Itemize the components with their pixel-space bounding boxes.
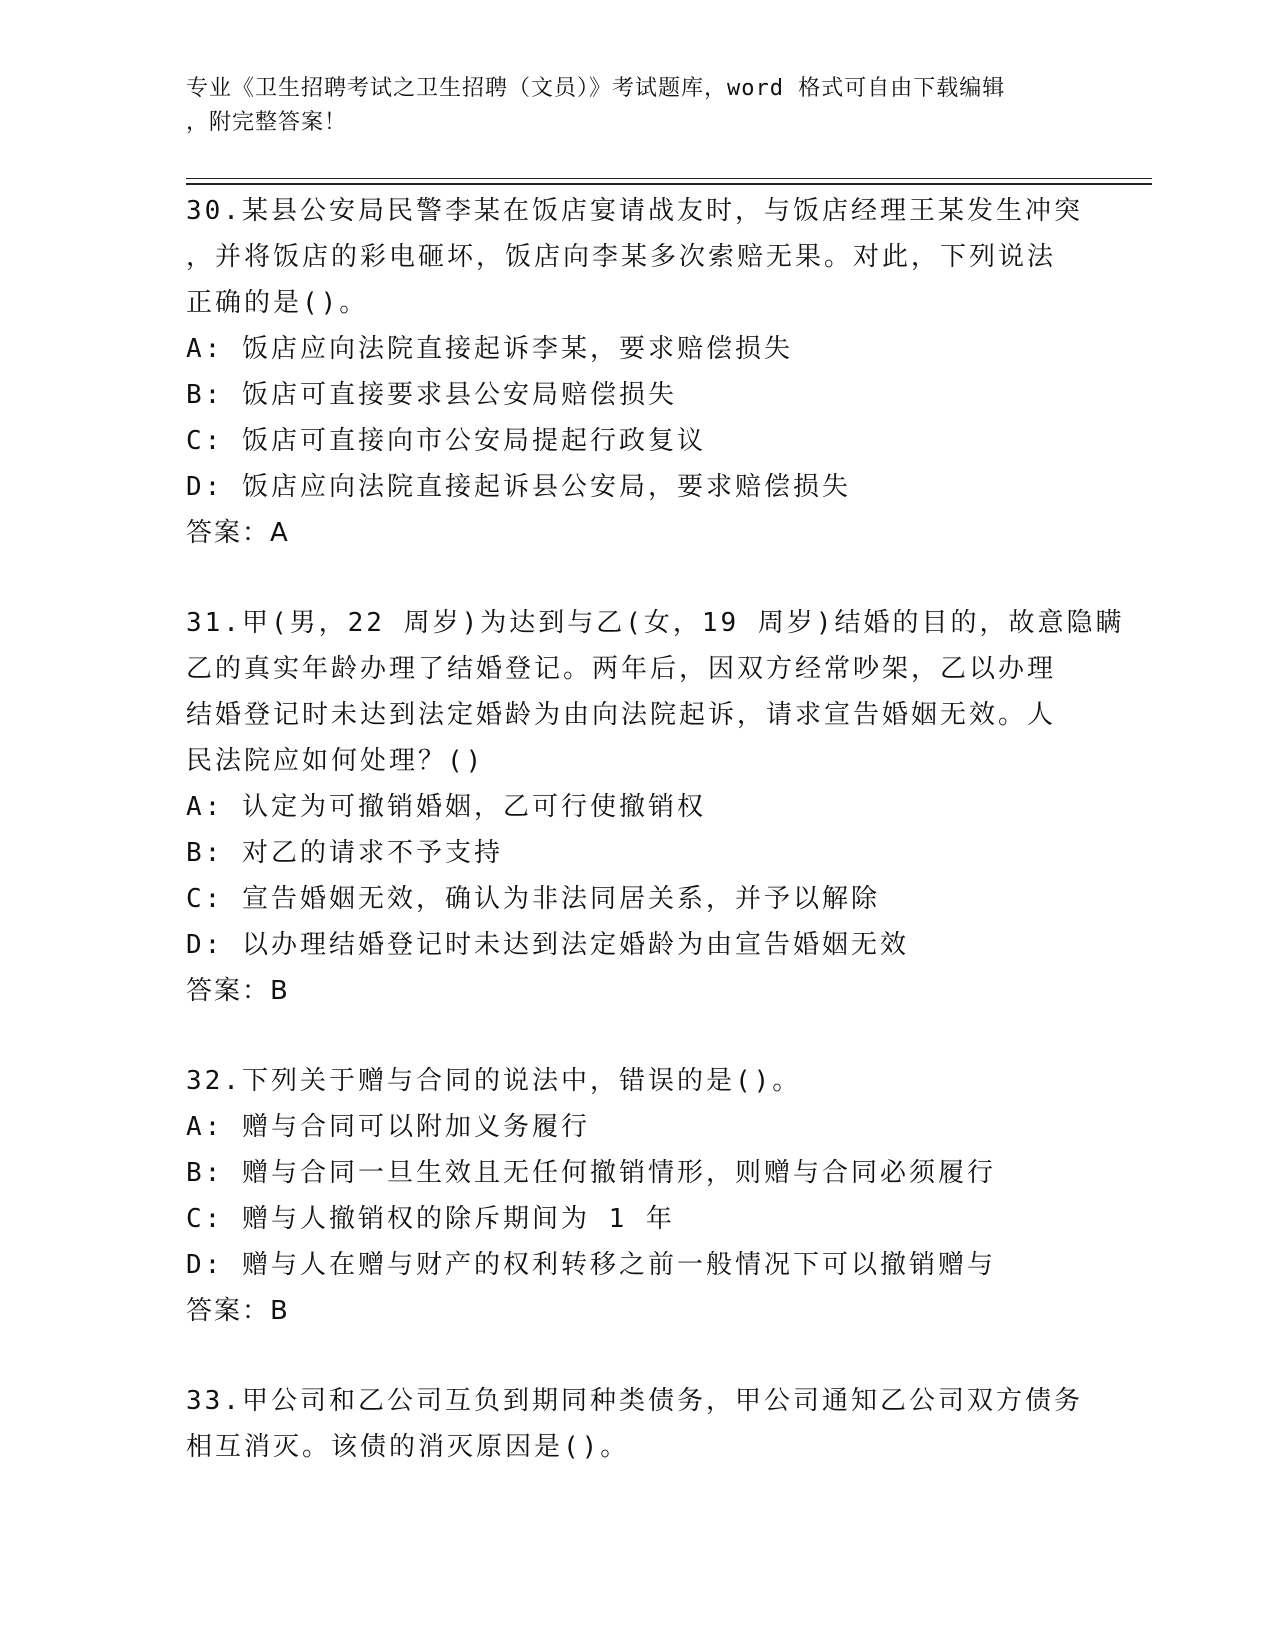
question-30 xyxy=(186,188,1086,556)
option-d: D: 赠与人在赠与财产的权利转移之前一般情况下可以撤销赠与 xyxy=(186,1250,996,1280)
option-a: A: 认定为可撤销婚姻，乙可行使撤销权 xyxy=(186,792,706,822)
question-stem-line: 33.甲公司和乙公司互负到期同种类债务，甲公司通知乙公司双方债务 xyxy=(186,1386,1083,1416)
question-33 xyxy=(186,1378,1086,1470)
question-stem-line: 30.某县公安局民警李某在饭店宴请战友时，与饭店经理王某发生冲突 xyxy=(186,196,1083,226)
question-31 xyxy=(186,600,1125,1014)
answer-label: 答案：A xyxy=(186,518,290,548)
option-a: A: 赠与合同可以附加义务履行 xyxy=(186,1112,590,1142)
question-32 xyxy=(186,1058,1086,1334)
question-stem-line: 相互消灭。该债的消灭原因是()。 xyxy=(186,1432,630,1462)
answer-label: 答案：B xyxy=(186,976,290,1006)
option-c: C: 宣告婚姻无效，确认为非法同居关系，并予以解除 xyxy=(186,884,880,914)
header-line-2: ，附完整答案！ xyxy=(186,110,348,135)
question-stem-line: ，并将饭店的彩电砸坏，饭店向李某多次索赔无果。对此，下列说法 xyxy=(186,242,1057,272)
question-stem-line: 32.下列关于赠与合同的说法中，错误的是()。 xyxy=(186,1066,802,1096)
option-a: A: 饭店应向法院直接起诉李某，要求赔偿损失 xyxy=(186,334,793,364)
question-stem-line: 乙的真实年龄办理了结婚登记。两年后，因双方经常吵架，乙以办理 xyxy=(186,654,1057,684)
document-header xyxy=(186,72,1066,140)
header-divider-thin xyxy=(186,178,1152,179)
question-stem-line: 正确的是()。 xyxy=(186,288,369,318)
header-line-1: 专业《卫生招聘考试之卫生招聘（文员）》考试题库，word 格式可自由下载编辑 xyxy=(186,76,1006,101)
option-b: B: 赠与合同一旦生效且无任何撤销情形，则赠与合同必须履行 xyxy=(186,1158,996,1188)
question-stem-line: 民法院应如何处理？() xyxy=(186,746,485,776)
option-d: D: 饭店应向法院直接起诉县公安局，要求赔偿损失 xyxy=(186,472,851,502)
option-c: C: 饭店可直接向市公安局提起行政复议 xyxy=(186,426,706,456)
option-d: D: 以办理结婚登记时未达到法定婚龄为由宣告婚姻无效 xyxy=(186,930,909,960)
question-stem-line: 结婚登记时未达到法定婚龄为由向法院起诉，请求宣告婚姻无效。人 xyxy=(186,700,1057,730)
option-b: B: 饭店可直接要求县公安局赔偿损失 xyxy=(186,380,677,410)
header-divider-thick xyxy=(186,183,1152,185)
option-c: C: 赠与人撤销权的除斥期间为 1 年 xyxy=(186,1204,675,1234)
option-b: B: 对乙的请求不予支持 xyxy=(186,838,503,868)
answer-label: 答案：B xyxy=(186,1296,290,1326)
question-stem-line: 31.甲(男，22 周岁)为达到与乙(女，19 周岁)结婚的目的，故意隐瞒 xyxy=(186,608,1125,638)
